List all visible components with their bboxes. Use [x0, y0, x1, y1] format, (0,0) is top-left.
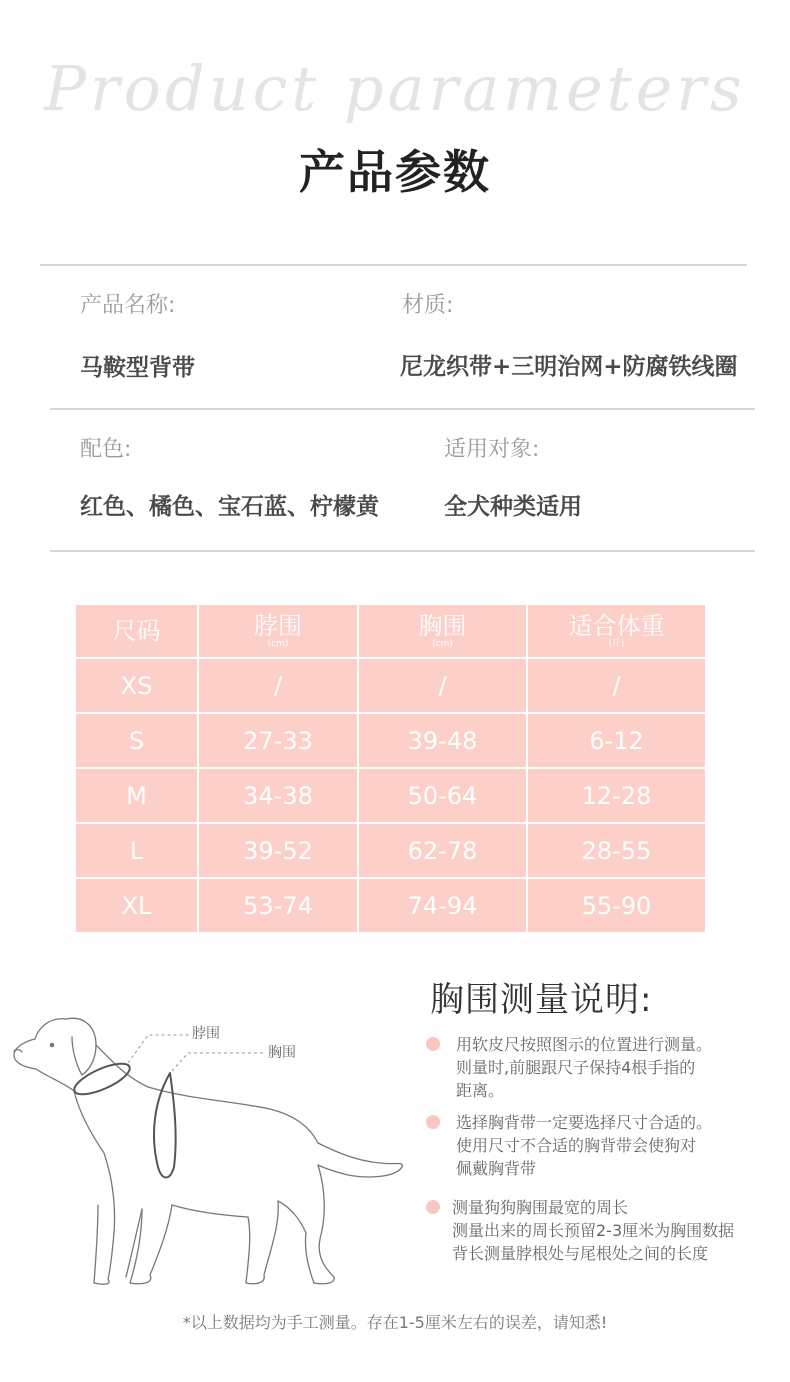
table-cell-size: L: [76, 824, 197, 877]
note-bullet-icon: [426, 1115, 440, 1129]
note-line: 使用尺寸不合适的胸背带会使狗对: [456, 1136, 697, 1155]
neck-label: 脖围: [192, 1026, 220, 1042]
table-cell-chest: 62-78: [359, 824, 526, 877]
table-cell-chest: 50-64: [359, 769, 526, 822]
table-header-label: 脖围: [254, 611, 302, 640]
table-cell-neck: 27-33: [199, 714, 357, 767]
table-cell-neck: /: [199, 659, 357, 712]
dog-ear-outline: [66, 1018, 96, 1075]
divider-bottom: [50, 550, 755, 552]
table-header-weight: [528, 605, 705, 657]
table-cell-chest: /: [359, 659, 526, 712]
table-cell-size: M: [76, 769, 197, 822]
divider-top: [40, 264, 747, 266]
dog-belly-outline: [172, 1205, 248, 1217]
dog-illustration: [8, 1005, 418, 1290]
note-bullet-icon: [426, 1200, 440, 1214]
table-header-unit: (cm): [432, 638, 453, 649]
param-value-color: 红色、橘色、宝石蓝、柠檬黄: [80, 494, 379, 520]
param-value-material: 尼龙织带+三明治网+防腐铁线圈: [400, 354, 738, 380]
table-cell-chest: 39-48: [359, 714, 526, 767]
table-cell-weight: 12-28: [528, 769, 705, 822]
note-line: 佩戴胸背带: [456, 1159, 537, 1178]
note-line: 测量出来的周长预留2-3厘米为胸围数据: [452, 1221, 735, 1240]
table-header-label: 尺码: [112, 617, 161, 645]
table-cell-neck: 34-38: [199, 769, 357, 822]
size-table: [76, 605, 705, 932]
table-header-unit: (斤): [608, 638, 625, 649]
dog-hind-leg-outline: [278, 1165, 334, 1284]
table-cell-size: XL: [76, 879, 197, 932]
table-cell-neck: 39-52: [199, 824, 357, 877]
table-cell-weight: 55-90: [528, 879, 705, 932]
note-bullet-icon: [426, 1037, 440, 1051]
table-cell-neck: 53-74: [199, 879, 357, 932]
note-item: [456, 1033, 712, 1102]
table-header-label: 适合体重: [568, 611, 665, 640]
table-cell-weight: 6-12: [528, 714, 705, 767]
table-cell-size: XS: [76, 659, 197, 712]
chest-label: 胸围: [268, 1045, 296, 1061]
neck-callout-line: [128, 1035, 190, 1063]
note-line: 测量狗狗胸围最宽的周长: [452, 1198, 629, 1217]
divider-middle: [50, 408, 755, 410]
param-value-target: 全犬种类适用: [444, 494, 582, 520]
note-line: 背长测量脖根处与尾根处之间的长度: [452, 1244, 709, 1263]
param-label-color: 配色:: [80, 437, 132, 462]
dog-hind-leg-inner: [246, 1201, 278, 1284]
param-label-material: 材质:: [402, 293, 454, 318]
dog-front-leg-outline: [130, 1205, 172, 1284]
param-label-target: 适用对象:: [444, 437, 540, 462]
note-item: [456, 1111, 712, 1180]
dog-chest-strap: [154, 1073, 176, 1178]
note-line: 距离。: [456, 1081, 505, 1100]
measure-title: 胸围测量说明:: [430, 980, 653, 1020]
note-line: 选择胸背带一定要选择尺寸合适的。: [456, 1113, 713, 1132]
table-header-size: [76, 605, 197, 657]
table-cell-weight: /: [528, 659, 705, 712]
table-header-unit: (cm): [267, 638, 289, 649]
param-value-name: 马鞍型背带: [80, 355, 195, 381]
table-cell-chest: 74-94: [359, 879, 526, 932]
table-header-chest: [359, 605, 526, 657]
note-line: 用软皮尺按照图示的位置进行测量。: [456, 1035, 713, 1054]
chest-callout-line: [172, 1053, 264, 1071]
param-label-name: 产品名称:: [80, 293, 176, 318]
script-title: Product parameters: [44, 52, 746, 125]
table-header-label: 胸围: [418, 611, 467, 640]
table-header-neck: [199, 605, 357, 657]
dog-neck-collar: [71, 1058, 134, 1101]
note-item: [452, 1196, 734, 1265]
footer-disclaimer: *以上数据均为手工测量。存在1-5厘米左右的误差，请知悉!: [182, 1313, 608, 1332]
dog-eye: [50, 1043, 53, 1046]
table-cell-size: S: [76, 714, 197, 767]
dog-chest-outline: [74, 1091, 115, 1284]
page-title: 产品参数: [299, 145, 491, 199]
note-line: 则量时,前腿跟尺子保持4根手指的: [456, 1058, 696, 1077]
dog-tail-outline: [318, 1143, 402, 1177]
table-cell-weight: 28-55: [528, 824, 705, 877]
dog-head-outline: [14, 1019, 74, 1091]
